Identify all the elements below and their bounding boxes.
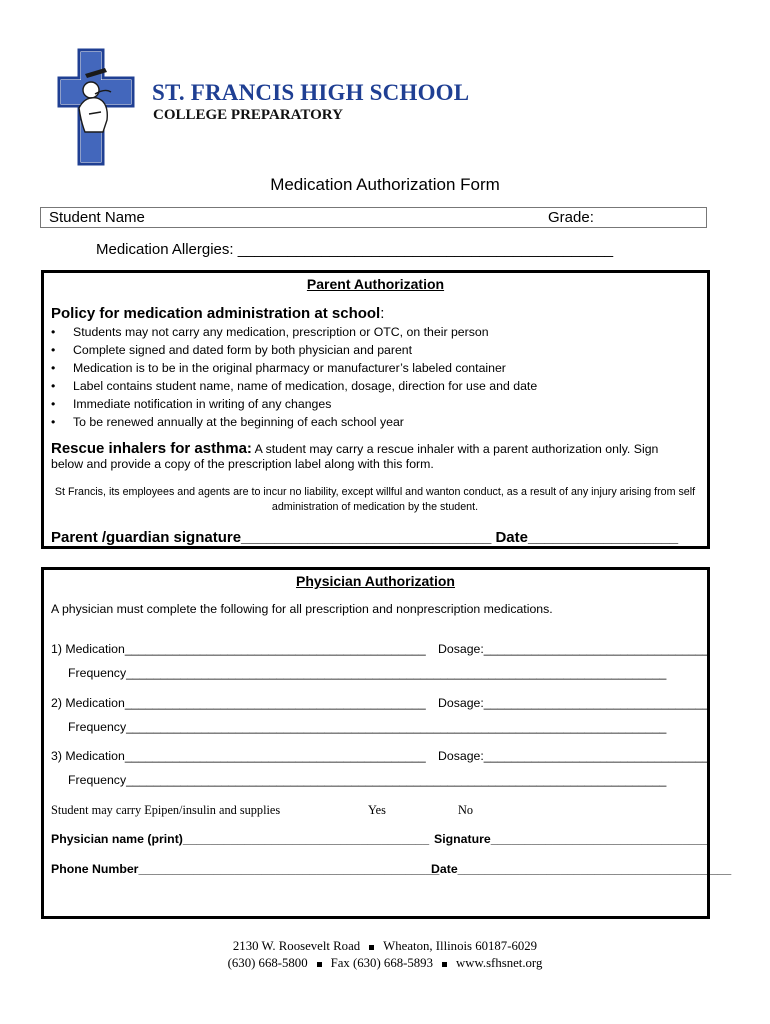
frequency-1-field[interactable]: Frequency_______________________________________________________________________________ — [68, 666, 667, 680]
dosage-2-field[interactable]: Dosage:_________________________________ — [438, 696, 710, 710]
policy-colon: : — [380, 305, 385, 322]
medication-2-field[interactable]: 2) Medication____________________________________________ — [51, 696, 426, 710]
frequency-3-field[interactable]: Frequency_______________________________________________________________________________ — [68, 773, 667, 787]
list-item — [51, 341, 537, 359]
physician-signature-field[interactable]: Signature________________________________ — [434, 832, 710, 846]
medication-allergies-field[interactable]: Medication Allergies: _____________________________________________ — [96, 241, 614, 258]
policy-item: Complete signed and dated form by both physician and parent — [73, 343, 413, 357]
footer-website[interactable]: www.sfhsnet.org — [455, 956, 543, 970]
frequency-2-field[interactable]: Frequency_______________________________________________________________________________ — [68, 720, 667, 734]
bullet-icon: • — [51, 325, 56, 339]
epipen-no-option[interactable]: No — [458, 803, 474, 817]
list-item — [51, 323, 537, 341]
cross-logo-icon — [55, 48, 155, 166]
list-item — [51, 395, 537, 413]
liability-statement: St Francis, its employees and agents are to incur no liability, except willful and wanton conduct, as a result of any injury arising from self administration of medication by the student. — [54, 486, 696, 513]
bullet-icon: • — [51, 361, 56, 375]
medication-3-field[interactable]: 3) Medication____________________________________________ — [51, 749, 426, 763]
policy-heading — [51, 305, 384, 322]
physician-intro: A physician must complete the following for all prescription and nonprescription medications. — [51, 602, 553, 616]
rescue-inhaler-heading: Rescue inhalers for asthma: — [51, 440, 252, 457]
policy-item: To be renewed annually at the beginning of each school year — [73, 415, 404, 429]
epipen-yes-option[interactable]: Yes — [368, 803, 386, 817]
epipen-label: Student may carry Epipen/insulin and supplies — [51, 803, 281, 817]
rescue-inhaler-text: A student may carry a rescue inhaler with a parent authorization only. Sign below and provide a copy of the prescription label along with this form. — [51, 442, 659, 471]
form-title: Medication Authorization Form — [270, 175, 500, 194]
student-name-label: Student Name — [49, 209, 145, 226]
policy-item: Immediate notification in writing of any changes — [73, 397, 332, 411]
rescue-inhaler-paragraph — [51, 441, 691, 472]
policy-item: Medication is to be in the original pharmacy or manufacturer’s labeled container — [73, 361, 506, 375]
parent-signature-field[interactable]: Parent /guardian signature______________________________ Date__________________ — [51, 529, 679, 546]
footer-contact-line — [0, 955, 770, 972]
bullet-icon: • — [51, 415, 56, 429]
footer-address: 2130 W. Roosevelt Road — [232, 939, 361, 953]
policy-list — [51, 323, 537, 431]
school-name: ST. FRANCIS HIGH SCHOOL — [152, 80, 470, 105]
dosage-1-field[interactable]: Dosage:_________________________________ — [438, 642, 710, 656]
footer-phone: (630) 668-5800 — [227, 956, 308, 970]
square-bullet-icon — [442, 962, 447, 967]
bullet-icon: • — [51, 343, 56, 357]
policy-item: Students may not carry any medication, prescription or OTC, on their person — [73, 325, 489, 339]
bullet-icon: • — [51, 379, 56, 393]
parent-authorization-title: Parent Authorization — [306, 276, 445, 292]
policy-item: Label contains student name, name of medication, dosage, direction for use and date — [73, 379, 538, 393]
list-item — [51, 413, 537, 431]
footer-city: Wheaton, Illinois 60187-6029 — [383, 939, 538, 953]
grade-label: Grade: — [548, 209, 594, 226]
list-item — [51, 359, 537, 377]
footer-fax: Fax (630) 668-5893 — [330, 956, 433, 970]
physician-authorization-title: Physician Authorization — [296, 573, 455, 589]
square-bullet-icon — [369, 945, 374, 950]
dosage-3-field[interactable]: Dosage:_________________________________ — [438, 749, 710, 763]
physician-name-field[interactable]: Physician name (print)____________________________________ — [51, 832, 430, 846]
school-subtitle: COLLEGE PREPARATORY — [153, 107, 343, 123]
bullet-icon: • — [51, 397, 56, 411]
physician-date-field[interactable]: Date________________________________________ — [431, 862, 732, 876]
square-bullet-icon — [317, 962, 322, 967]
medication-1-field[interactable]: 1) Medication____________________________________________ — [51, 642, 426, 656]
phone-number-field[interactable]: Phone Number____________________________________________ — [51, 862, 440, 876]
list-item — [51, 377, 537, 395]
footer-address-line — [0, 938, 770, 955]
policy-heading-text: Policy for medication administration at school — [51, 305, 381, 322]
